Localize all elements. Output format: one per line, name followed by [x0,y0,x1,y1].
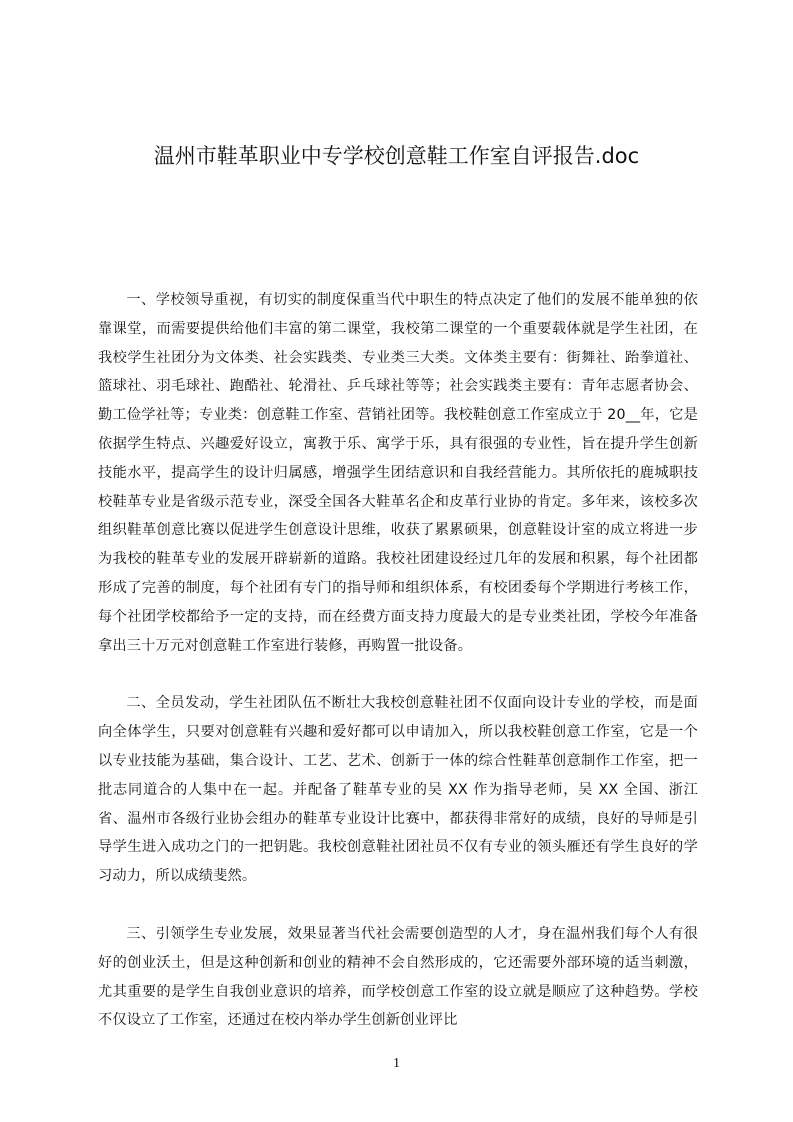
document-title: 温州市鞋革职业中专学校创意鞋工作室自评报告.doc [153,144,640,168]
paragraph-development: 三、引领学生专业发展，效果显著当代社会需要创造型的人才，身在温州我们每个人有很好的创业沃土，但是这种创新和创业的精神不会自然形成的，它还需要外部环境的适当刺激，尤其重要的是学生自我创业意识的培养，而学校创意工作室的设立就是顺应了这种趋势。学校不仅设立了工作室，还通过在校内举办学生创新创业评比 [98,925,698,1029]
paragraph-mobilization: 二、全员发动，学生社团队伍不断壮大我校创意鞋社团不仅面向设计专业的学校，而是面向全体学生，只要对创意鞋有兴趣和爱好都可以申请加入，所以我校鞋创意工作室，它是一个以专业技能为基础，集合设计、工艺、艺术、创新于一体的综合性鞋革创意制作工作室，把一批志同道合的人集中在一起。并配备了鞋革专业的吴 XX 作为指导老师，吴 XX 全国、浙江省、温州市各级行业协会组办的鞋革专业设计比赛中，都获得非常好的成绩，良好的导师是引导学生进入成功之门的一把钥匙。我校创意鞋社团社员不仅有专业的领头雁还有学生良好的学习动力，所以成绩斐然。 [98,695,698,885]
document-body [98,286,698,1064]
page-number: 1 [393,1056,400,1071]
paragraph-leadership: 一、学校领导重视，有切实的制度保重当代中职生的特点决定了他们的发展不能单独的依靠课堂，而需要提供给他们丰富的第二课堂，我校第二课堂的一个重要载体就是学生社团，在我校学生社团分为文体类、社会实践类、专业类三大类。文体类主要有：街舞社、跆拳道社、篮球社、羽毛球社、跑酷社、轮滑社、乒乓球社等等；社会实践类主要有：青年志愿者协会、勤工俭学社等；专业类：创意鞋工作室、营销社团等。我校鞋创意工作室成立于 20__年，它是依据学生特点、兴趣爱好设立，寓教于乐、寓学于乐，具有很强的专业性，旨在提升学生创新技能水平，提高学生的设计归属感，增强学生团结意识和自我经营能力。其所依托的鹿城职技校鞋革专业是省级示范专业，深受全国各大鞋革名企和皮革行业协的肯定。多年来，该校多次组织鞋革创意比赛以促进学生创意设计思维，收获了累累硕果，创意鞋设计室的成立将进一步为我校的鞋革专业的发展开辟崭新的道路。我校社团建设经过几年的发展和积累，每个社团都形成了完善的制度，每个社团有专门的指导师和组织体系，有校团委每个学期进行考核工作，每个社团学校都给予一定的支持，而在经费方面支持力度最大的是专业类社团，学校今年准备拿出三十万元对创意鞋工作室进行装修，再购置一批设备。 [98,292,698,654]
